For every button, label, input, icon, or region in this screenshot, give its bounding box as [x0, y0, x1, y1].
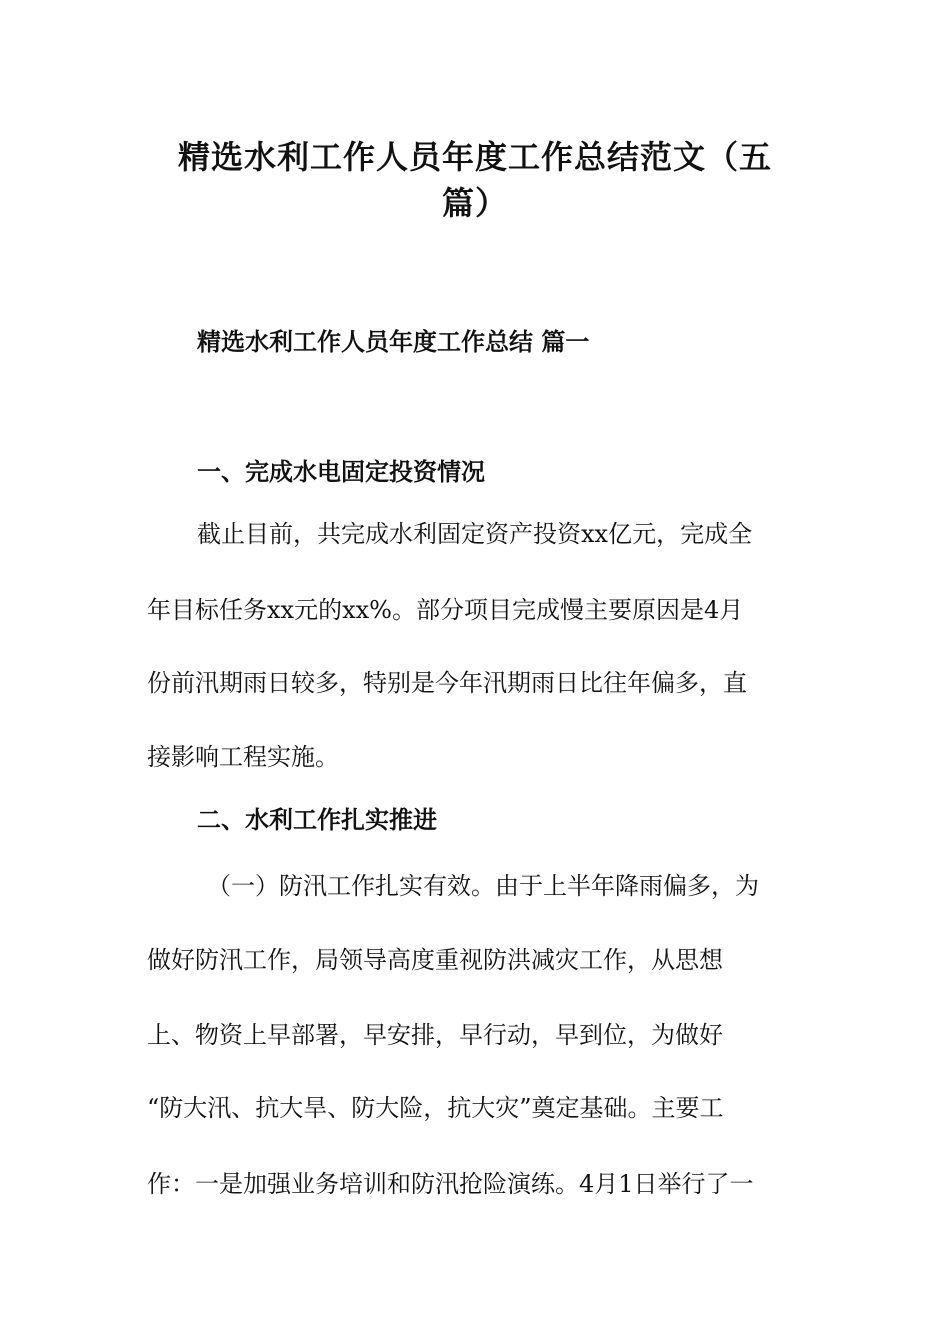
section-1-line-2: 年目标任务xx元的xx%。部分项目完成慢主要原因是4月	[147, 596, 744, 624]
section-2-heading: 二、水利工作扎实推进	[197, 806, 437, 834]
article-heading: 精选水利工作人员年度工作总结 篇一	[197, 328, 590, 356]
section-1-line-3: 份前汛期雨日较多，特别是今年汛期雨日比往年偏多，直	[147, 669, 747, 697]
section-2-line-3: 上、物资上早部署，早安排，早行动，早到位，为做好	[147, 1021, 723, 1049]
section-2-line-4: “防大汛、抗大旱、防大险，抗大灾”奠定基础。主要工	[147, 1094, 724, 1122]
section-2-line-5: 作：一是加强业务培训和防汛抢险演练。4月1日举行了一	[147, 1170, 754, 1198]
document-title-line-2: 篇）	[441, 184, 508, 222]
document-title-line-1: 精选水利工作人员年度工作总结范文（五	[177, 138, 772, 176]
section-1-line-4: 接影响工程实施。	[147, 743, 339, 771]
section-2-line-2: 做好防汛工作，局领导高度重视防洪减灾工作，从思想	[147, 946, 723, 974]
section-1-line-1: 截止目前，共完成水利固定资产投资xx亿元，完成全	[197, 520, 753, 548]
section-1-heading: 一、完成水电固定投资情况	[197, 458, 485, 486]
section-2-line-1: （一）防汛工作扎实有效。由于上半年降雨偏多，为	[207, 872, 759, 900]
